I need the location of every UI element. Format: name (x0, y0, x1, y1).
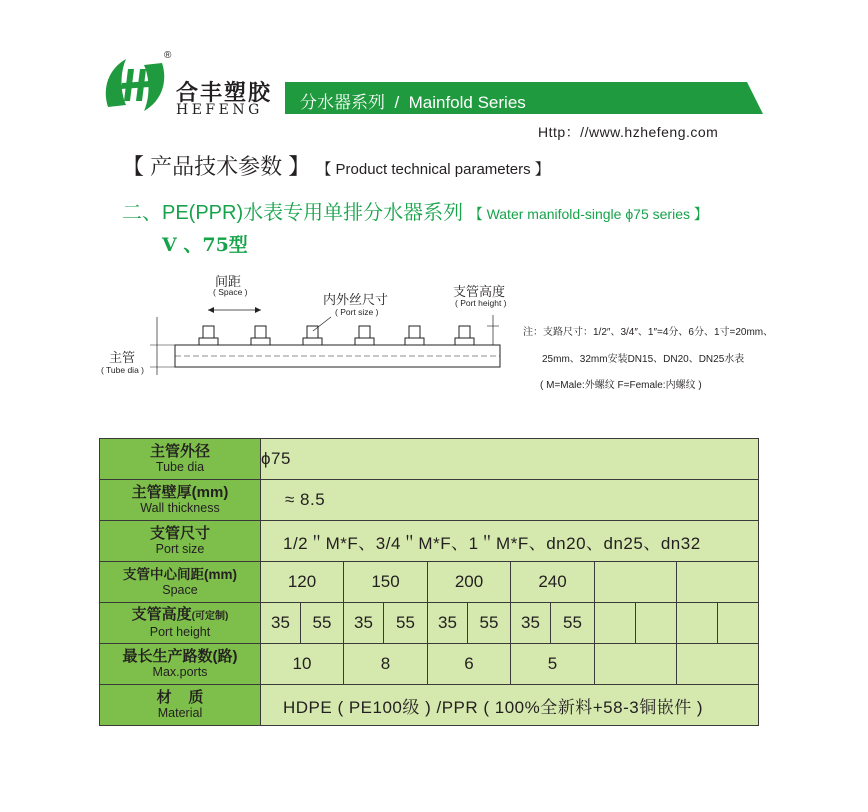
port-size-label-en: ( Port size ) (335, 307, 379, 317)
row-material (100, 685, 759, 726)
row-header (100, 603, 261, 644)
manifold-diagram (95, 265, 525, 395)
model-label: V 、75型 (162, 234, 248, 256)
spacing-label-en: ( Space ) (213, 287, 248, 297)
space-label-en: Space (162, 583, 198, 597)
space-cell: 120 (261, 562, 344, 603)
port-height-cell: 55 (551, 603, 595, 644)
registered-mark: ® (164, 50, 172, 61)
tube-dia-label-cn: 主管外径 (149, 443, 210, 460)
max-ports-label-en: Max.ports (152, 665, 208, 679)
port-height-cell (677, 603, 718, 644)
spec-table (99, 438, 759, 726)
row-wall-thickness (100, 480, 759, 521)
port-height-cell: 35 (428, 603, 468, 644)
row-max-ports (100, 644, 759, 685)
max-ports-cell (595, 644, 677, 685)
port-height-cell (718, 603, 759, 644)
port-height-cn-text: 支管高度 (131, 606, 192, 623)
section-heading-cn: 【 产品技术参数 】 (122, 154, 311, 179)
spacing-label: 间距 (215, 274, 242, 289)
section-heading-en: 【 Product technical parameters 】 (316, 161, 550, 178)
port-height-label-en: Port height (149, 625, 211, 639)
port-height-cell: 55 (301, 603, 344, 644)
row-header (100, 644, 261, 685)
series-banner-text: 分水器系列 / Mainfold Series (300, 93, 526, 112)
space-cell (677, 562, 759, 603)
max-ports-cell: 5 (511, 644, 595, 685)
series-heading-en: 【 Water manifold-single ϕ75 series 】 (468, 206, 708, 222)
note-line-2: 25mm、32mm安装DN15、DN20、DN25水表 (542, 354, 745, 365)
port-height-cell: 35 (344, 603, 384, 644)
brand-name-cn: 合丰塑胶 (176, 80, 273, 105)
max-ports-cell: 6 (428, 644, 511, 685)
wall-label-cn: 主管壁厚(mm) (131, 484, 229, 501)
row-port-height (100, 603, 759, 644)
max-ports-cell: 8 (344, 644, 428, 685)
material-label-en: Material (157, 706, 203, 720)
port-height-label-en: ( Port height ) (455, 298, 507, 308)
website-link[interactable]: Http：//www.hzhefeng.com (538, 124, 719, 140)
logo-center-mark (121, 69, 150, 101)
port-size-value: 1/2＂M*F、3/4＂M*F、1＂M*F、dn20、dn25、dn32 (261, 521, 759, 562)
row-header (100, 685, 261, 726)
hefeng-logo (100, 55, 170, 115)
space-cell: 240 (511, 562, 595, 603)
row-port-size (100, 521, 759, 562)
port-height-cell: 55 (384, 603, 428, 644)
port-height-label: 支管高度 (453, 284, 506, 299)
row-tube-dia (100, 439, 759, 480)
series-heading-cn: 二、PE(PPR)水表专用单排分水器系列 (122, 202, 464, 224)
tube-dia-value: ϕ75 (261, 439, 759, 480)
note-line-3: ( M=Male:外螺纹 F=Female:内螺纹 ) (540, 380, 702, 391)
port-height-label-cn (100, 607, 260, 625)
port-size-label-en: Port size (155, 542, 205, 556)
max-ports-cell: 10 (261, 644, 344, 685)
tube-dia-label-en: Tube dia (155, 460, 205, 474)
tube-label: 主管 (109, 350, 136, 365)
space-label-cn: 支管中心间距(mm) (123, 567, 237, 582)
row-space (100, 562, 759, 603)
series-heading (122, 196, 708, 225)
note-line-1: 注：支路尺寸：1/2″、3/4″、1″=4分、6分、1寸=20mm、 (523, 327, 774, 338)
row-header (100, 562, 261, 603)
port-height-cell (636, 603, 677, 644)
row-header (100, 439, 261, 480)
space-cell: 150 (344, 562, 428, 603)
space-cell: 200 (428, 562, 511, 603)
row-header (100, 480, 261, 521)
max-ports-label-cn: 最长生产路数(路) (122, 648, 238, 665)
port-size-label-cn: 支管尺寸 (149, 525, 210, 542)
material-value: HDPE ( PE100级 ) /PPR ( 100%全新料+58-3铜嵌件 ) (261, 685, 759, 726)
port-height-cell (595, 603, 636, 644)
port-height-cell: 35 (261, 603, 301, 644)
space-cell (595, 562, 677, 603)
material-label-cn: 材 质 (156, 689, 204, 706)
port-height-note: (可定制) (191, 611, 229, 622)
wall-value: ≈ 8.5 (261, 480, 759, 521)
port-height-cell: 35 (511, 603, 551, 644)
port-size-label: 内外丝尺寸 (323, 292, 389, 307)
row-header (100, 521, 261, 562)
port-height-cell: 55 (468, 603, 511, 644)
tube-label-en: ( Tube dia ) (101, 365, 144, 375)
brand-name-en: HEFENG (176, 102, 263, 118)
wall-label-en: Wall thickness (140, 501, 220, 515)
max-ports-cell (677, 644, 759, 685)
section-heading (122, 150, 550, 181)
